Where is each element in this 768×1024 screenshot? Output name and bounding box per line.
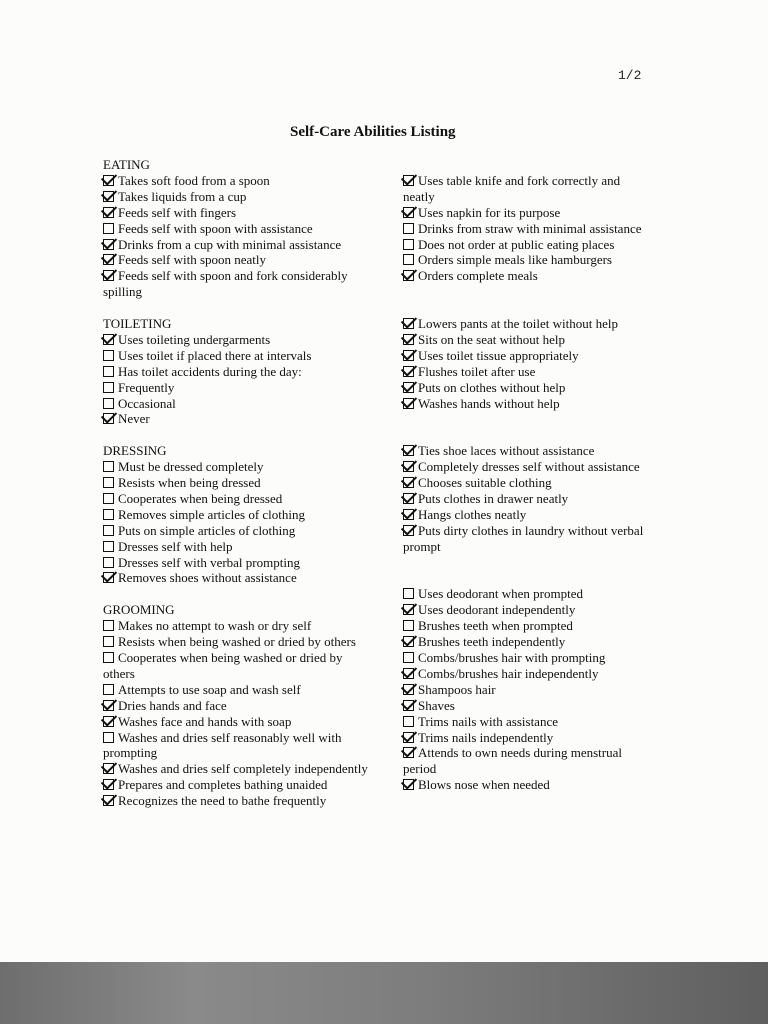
checklist-item-label: Dresses self with verbal prompting [118,554,300,570]
checklist-item-label: Uses toilet if placed there at intervals [118,347,312,363]
checklist-item [103,475,368,491]
checked-box-icon[interactable] [403,636,414,647]
checklist-item-label: Completely dresses self without assistance [418,459,640,475]
right-section [403,157,653,284]
checklist-item [103,650,368,682]
checked-box-icon[interactable] [103,779,114,790]
checked-box-icon[interactable] [103,700,114,711]
checklist-item-label: Resists when being dressed [118,475,261,491]
checklist-item-label: Trims nails independently [418,729,554,745]
checklist-item-label: Feeds self with spoon neatly [118,252,267,268]
checklist-item [403,682,653,698]
checklist-item [103,237,368,253]
checklist-item-label: Shampoos hair [418,681,496,697]
checklist-item-label: Uses deodorant independently [418,602,576,618]
checklist-item-label: Washes face and hands with soap [118,713,292,729]
section-spacer [403,427,653,443]
checklist-item-label: Attempts to use soap and wash self [118,681,301,697]
empty-box-icon[interactable] [103,652,114,663]
checklist-item-label: Dries hands and face [118,697,227,713]
checklist-item-label: Must be dressed completely [118,459,264,475]
checklist-item [403,730,653,746]
checklist-item [403,602,653,618]
checklist-item [403,237,653,253]
checklist-item [103,793,368,809]
left-section [103,157,368,300]
empty-box-icon[interactable] [103,732,114,743]
checklist-item [103,761,368,777]
checked-box-icon[interactable] [403,318,414,329]
checklist-item [103,221,368,237]
checklist-item [103,173,368,189]
checklist-item-label: Puts clothes in drawer neatly [418,490,569,506]
section-gap [103,300,368,316]
checklist-item-label: Resists when being washed or dried by others [118,634,356,650]
checklist-item-label: Trims nails with assistance [418,713,558,729]
checklist-item [403,443,653,459]
checked-box-icon[interactable] [403,509,414,520]
section-heading: TOILETING [103,316,172,332]
checklist-item-label: Feeds self with fingers [118,204,237,220]
empty-box-icon[interactable] [103,541,114,552]
right-section [403,570,653,793]
checked-box-icon[interactable] [403,334,414,345]
empty-box-icon[interactable] [103,382,114,393]
checked-box-icon[interactable] [403,668,414,679]
empty-box-icon[interactable] [403,716,414,727]
checklist-item [403,173,653,205]
checklist-item-label: Attends to own needs during menstrual period [403,745,622,777]
checked-box-icon[interactable] [403,477,414,488]
empty-box-icon[interactable] [103,509,114,520]
checked-box-icon[interactable] [103,191,114,202]
section-gap [403,284,653,300]
checked-box-icon[interactable] [403,604,414,615]
checklist-item [103,491,368,507]
checked-box-icon[interactable] [403,350,414,361]
checklist-item [403,475,653,491]
empty-box-icon[interactable] [403,223,414,234]
checklist-item-label: Combs/brushes hair with prompting [418,649,606,665]
checklist-item [103,364,368,380]
checked-box-icon[interactable] [403,175,414,186]
checklist-item-label: Uses deodorant when prompted [418,586,583,602]
checklist-item [403,364,653,380]
checklist-item [103,268,368,300]
checklist-item [103,698,368,714]
page-number: 1/2 [618,68,642,83]
checklist-item-label: Prepares and completes bathing unaided [118,777,328,793]
checklist-item [403,205,653,221]
checklist-item-label: Recognizes the need to bathe frequently [118,793,327,809]
checklist-item [103,411,368,427]
checklist-item [103,205,368,221]
checked-box-icon[interactable] [403,270,414,281]
checklist-item-label: Hangs clothes neatly [418,506,527,522]
checklist-item [403,714,653,730]
checked-box-icon[interactable] [403,732,414,743]
left-section [103,602,368,809]
checklist-item-label: Flushes toilet after use [418,363,536,379]
checked-box-icon[interactable] [403,382,414,393]
checklist-item-label: Does not order at public eating places [418,236,615,252]
checklist-item [403,777,653,793]
section-heading: DRESSING [103,443,167,459]
checklist-item [103,459,368,475]
checklist-item-label: Puts on simple articles of clothing [118,522,296,538]
empty-box-icon[interactable] [403,588,414,599]
empty-box-icon[interactable] [403,652,414,663]
checklist-item [103,570,368,586]
section-heading: EATING [103,157,150,172]
checklist-item-label: Blows nose when needed [418,777,550,793]
empty-box-icon[interactable] [403,239,414,250]
checked-box-icon[interactable] [103,795,114,806]
empty-box-icon[interactable] [103,398,114,409]
checklist-item-label: Orders simple meals like hamburgers [418,252,612,268]
checklist-item-label: Ties shoe laces without assistance [418,443,595,459]
empty-box-icon[interactable] [103,636,114,647]
checklist-item-label: Cooperates when being dressed [118,490,283,506]
checklist-item [403,459,653,475]
checklist-item-label: Chooses suitable clothing [418,475,552,491]
checklist-item [403,523,653,555]
section-heading: GROOMING [103,602,175,618]
empty-box-icon[interactable] [103,620,114,631]
checklist-item [103,380,368,396]
empty-box-icon[interactable] [403,620,414,631]
checked-box-icon[interactable] [403,445,414,456]
checklist-item [403,634,653,650]
checklist-item [103,348,368,364]
checklist-item-label: Takes liquids from a cup [118,188,247,204]
checklist-item-label: Dresses self with help [118,538,233,554]
checked-box-icon[interactable] [103,175,114,186]
checklist-item [103,523,368,539]
checklist-item [403,380,653,396]
checklist-item [103,634,368,650]
checklist-item [403,221,653,237]
left-section [103,443,368,586]
checklist-item-label: Makes no attempt to wash or dry self [118,618,312,634]
checklist-item-label: Removes simple articles of clothing [118,506,306,522]
checklist-item-label: Washes hands without help [418,395,560,411]
checked-box-icon[interactable] [403,525,414,536]
checklist-item-label: Feeds self with spoon with assistance [118,220,313,236]
section-spacer [403,300,653,316]
checklist-item-label: Cooperates when being washed or dried by others [103,649,343,681]
checklist-item-label: Washes and dries self completely independently [118,761,368,777]
checklist-item [403,618,653,634]
checklist-item-label: Combs/brushes hair independently [418,665,599,681]
checklist-item-label: Puts on clothes without help [418,379,566,395]
checklist-item [403,650,653,666]
checklist-item [403,396,653,412]
checklist-item-label: Orders complete meals [418,268,538,284]
checklist-item [103,555,368,571]
checked-box-icon[interactable] [403,207,414,218]
left-section [103,316,368,427]
section-gap [403,411,653,427]
checklist-item [103,730,368,762]
checked-box-icon[interactable] [403,684,414,695]
left-column [103,157,368,809]
checklist-item-label: Puts dirty clothes in laundry without verbal prompt [403,522,644,554]
right-section [403,300,653,411]
checklist-item-label: Shaves [418,697,455,713]
checklist-item [403,252,653,268]
checklist-item-label: Brushes teeth independently [418,634,566,650]
checklist-item [403,491,653,507]
empty-box-icon[interactable] [103,493,114,504]
checklist-item-label: Washes and dries self reasonably well with prompting [103,729,342,761]
checklist-item [103,507,368,523]
checklist-item [403,268,653,284]
empty-box-icon[interactable] [103,223,114,234]
section-spacer [403,157,653,173]
checked-box-icon[interactable] [403,493,414,504]
empty-box-icon[interactable] [103,557,114,568]
checklist-item-label: Uses toilet tissue appropriately [418,347,579,363]
checked-box-icon[interactable] [403,700,414,711]
checklist-item [403,698,653,714]
checklist-item-label: Feeds self with spoon and fork considerably spilling [103,268,348,300]
section-gap [103,427,368,443]
checklist-item-label: Uses toileting undergarments [118,331,271,347]
checklist-item [103,332,368,348]
checklist-item-label: Uses napkin for its purpose [418,204,561,220]
section-gap [403,555,653,571]
checklist-item-label: Never [118,411,150,427]
checklist-item-label: Lowers pants at the toilet without help [418,316,619,332]
checklist-item [403,348,653,364]
checklist-item-label: Has toilet accidents during the day: [118,363,302,379]
checked-box-icon[interactable] [103,270,114,281]
checklist-item [103,189,368,205]
checked-box-icon[interactable] [103,572,114,583]
empty-box-icon[interactable] [103,366,114,377]
checked-box-icon[interactable] [403,747,414,758]
checklist-item [103,682,368,698]
checklist-item [403,332,653,348]
checklist-item [403,507,653,523]
checked-box-icon[interactable] [103,239,114,250]
checklist-item-label: Takes soft food from a spoon [118,172,270,188]
checklist-item [103,396,368,412]
checklist-item [403,586,653,602]
checked-box-icon[interactable] [103,716,114,727]
checklist-item-label: Brushes teeth when prompted [418,618,573,634]
checklist-item [103,618,368,634]
checked-box-icon[interactable] [103,334,114,345]
empty-box-icon[interactable] [103,350,114,361]
checked-box-icon[interactable] [403,398,414,409]
checklist-item [103,252,368,268]
page-title: Self-Care Abilities Listing [290,124,456,140]
checked-box-icon[interactable] [103,413,114,424]
empty-box-icon[interactable] [103,525,114,536]
section-spacer [403,570,653,586]
empty-box-icon[interactable] [403,254,414,265]
empty-box-icon[interactable] [103,461,114,472]
checked-box-icon[interactable] [103,254,114,265]
checklist-item-label: Occasional [118,395,176,411]
checklist-item-label: Frequently [118,379,175,395]
checklist-item-label: Drinks from straw with minimal assistance [418,220,642,236]
checklist-item [403,666,653,682]
checklist-item-label: Removes shoes without assistance [118,570,297,586]
checked-box-icon[interactable] [403,461,414,472]
checked-box-icon[interactable] [103,207,114,218]
checked-box-icon[interactable] [103,763,114,774]
right-column [403,157,653,793]
right-section [403,427,653,554]
checklist-item [403,745,653,777]
section-gap [103,586,368,602]
checked-box-icon[interactable] [403,366,414,377]
checklist-item [103,539,368,555]
checklist-item [103,777,368,793]
empty-box-icon[interactable] [103,684,114,695]
checklist-item-label: Sits on the seat without help [418,331,565,347]
checklist-item [403,316,653,332]
checklist-item [103,714,368,730]
scanner-bottom-strip [0,962,768,1024]
empty-box-icon[interactable] [103,477,114,488]
checklist-item-label: Drinks from a cup with minimal assistance [118,236,342,252]
checked-box-icon[interactable] [403,779,414,790]
checklist-item-label: Uses table knife and fork correctly and neatly [403,172,621,204]
